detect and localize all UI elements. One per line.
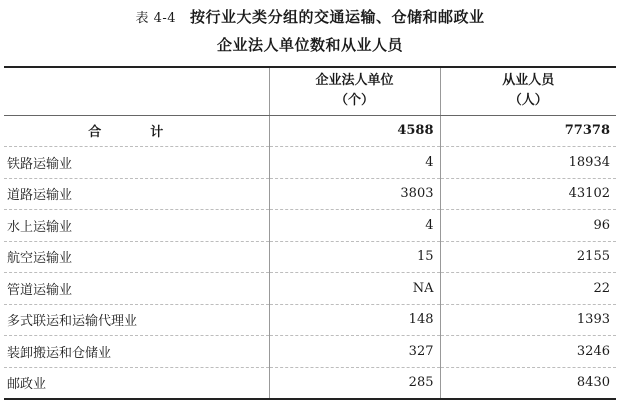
row-label: 铁路运输业: [4, 147, 269, 179]
row-workers: 22: [440, 273, 616, 305]
header-units-label: 企业法人单位: [315, 73, 394, 89]
row-label: 多式联运和运输代理业: [4, 304, 269, 336]
row-label: 装卸搬运和仓储业: [4, 336, 269, 368]
row-units: 148: [269, 304, 440, 336]
row-workers: 1393: [440, 304, 616, 336]
row-units: 4: [269, 210, 440, 242]
header-units: [269, 67, 440, 115]
table-row: [4, 367, 616, 399]
header-units-unit: （个）: [334, 93, 374, 109]
row-label: 邮政业: [4, 367, 269, 399]
row-label: 道路运输业: [4, 178, 269, 210]
row-units: 15: [269, 241, 440, 273]
data-table: [4, 66, 616, 400]
table-title: [0, 6, 620, 27]
row-units: 327: [269, 336, 440, 368]
row-workers: 18934: [440, 147, 616, 179]
table-row: [4, 273, 616, 305]
header-workers-unit: （人）: [508, 93, 548, 109]
row-workers: 8430: [440, 367, 616, 399]
row-label: 管道运输业: [4, 273, 269, 305]
row-units: 4: [269, 147, 440, 179]
table-row: [4, 147, 616, 179]
row-label: 合 计: [4, 115, 269, 147]
header-workers-label: 从业人员: [502, 73, 555, 89]
row-workers: 3246: [440, 336, 616, 368]
row-label: 水上运输业: [4, 210, 269, 242]
table-row: [4, 178, 616, 210]
row-workers: 43102: [440, 178, 616, 210]
row-workers: 2155: [440, 241, 616, 273]
table-row-total: [4, 115, 616, 147]
header-row: [4, 67, 616, 115]
table-row: [4, 241, 616, 273]
row-units: NA: [269, 273, 440, 305]
table-header: [4, 67, 616, 115]
table-body: [4, 115, 616, 399]
row-workers: 77378: [440, 115, 616, 147]
table-row: [4, 210, 616, 242]
table-number: 表 4-4: [135, 11, 177, 26]
row-units: 3803: [269, 178, 440, 210]
header-workers: [440, 67, 616, 115]
row-label: 航空运输业: [4, 241, 269, 273]
table-title-line1: 按行业大类分组的交通运输、仓储和邮政业: [190, 8, 485, 26]
table-title-line2: 企业法人单位数和从业人员: [216, 36, 403, 54]
row-units: 4588: [269, 115, 440, 147]
table-row: [4, 336, 616, 368]
row-workers: 96: [440, 210, 616, 242]
header-blank: [4, 67, 269, 115]
table-row: [4, 304, 616, 336]
row-units: 285: [269, 367, 440, 399]
